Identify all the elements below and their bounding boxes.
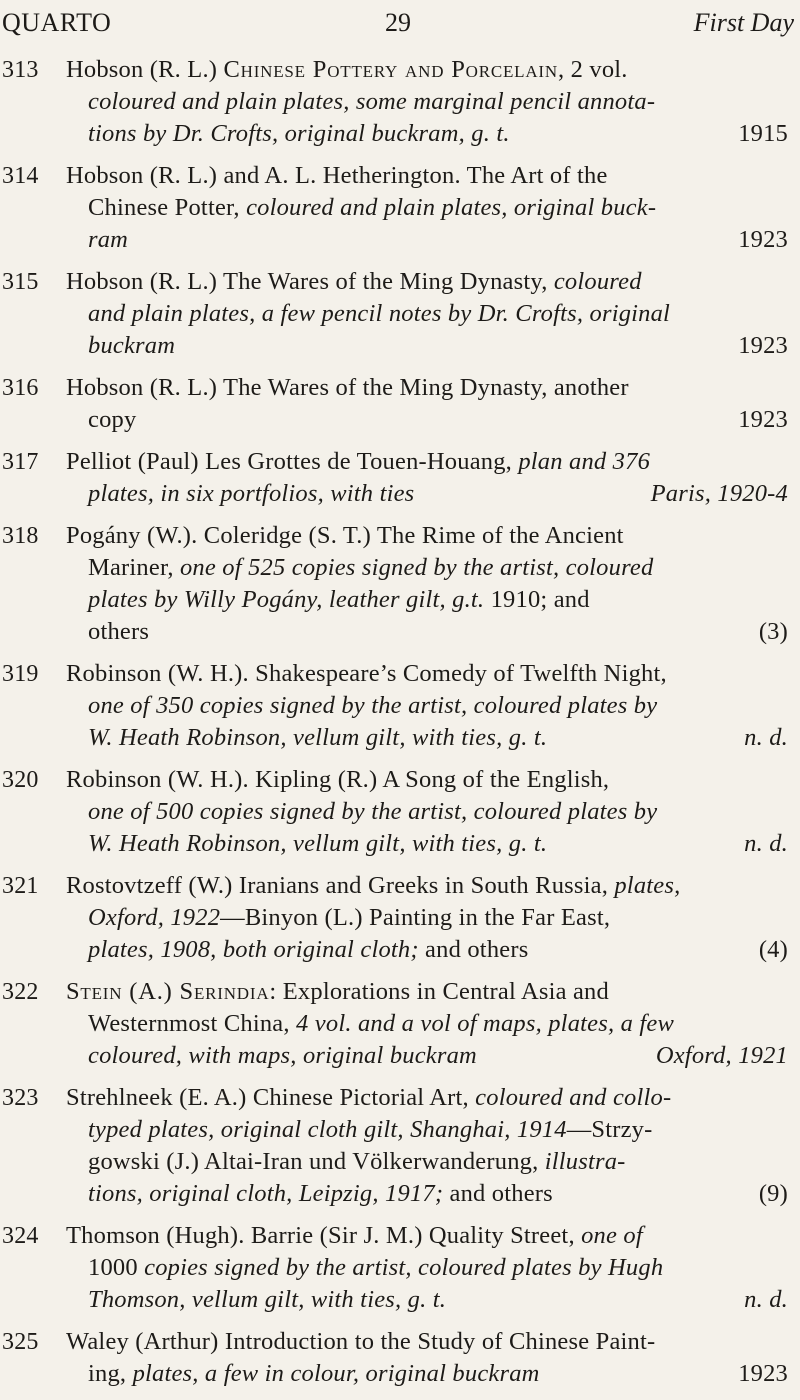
lot-number: 323 [2,1085,39,1111]
lot-text-run: 1910; and [484,586,590,613]
lot-line [66,1358,788,1390]
lot-date: 1923 [738,332,788,359]
lot-line [66,1008,788,1040]
lot-line [66,54,788,86]
lot-text-run: Thomson, vellum gilt, with ties, g. t. [88,1286,447,1313]
running-head-day: First Day [693,8,794,37]
lot-number: 317 [2,449,39,475]
lot-number: 318 [2,523,39,549]
lot-text-run: Chinese Potter, [88,194,247,221]
lot-date: 1923 [738,226,788,253]
lot-description [66,266,788,362]
page-number: 29 [385,8,411,37]
lot-text-run: Westernmost China, [88,1010,297,1037]
lot-text-run: Mariner, [88,554,180,581]
lot-description [66,446,788,510]
lot-line [66,934,788,966]
lot-list [0,54,800,1400]
lot-text-run: gowski (J.) Altai-Iran und Völkerwanderung, [88,1148,545,1175]
lot-line [66,616,788,648]
lot-text-run: plates, 1908, both original cloth; [88,936,419,963]
lot-text-run: plates, [614,872,681,899]
lot-text-run: buckram [88,332,176,359]
lot-text-run: one of 350 copies signed by the artist, coloured plates by [88,692,658,719]
lot-text-run: tions, original cloth, Leipzig, 1917; [88,1180,444,1207]
lot-number: 316 [2,375,39,401]
lot-line [66,870,788,902]
lot-line [66,118,788,150]
lot-text-run: one of 500 copies signed by the artist, coloured plates by [88,798,658,825]
lot-line [66,372,788,404]
lot-text-run: copy [88,406,137,433]
lot-text-run: plates, a few in colour, original buckram [132,1360,540,1387]
lot-line [66,478,788,510]
lot-line [66,1040,788,1072]
lot-text-run: plates by Willy Pogány, leather gilt, g.t. [88,586,485,613]
lot-text-run: Hobson (R. L.) The Wares of the Ming Dynasty, another [66,374,629,401]
lot-text-run: illustra- [544,1148,626,1175]
lot-date: (4) [758,936,788,963]
lot-line [66,446,788,478]
lot-line [66,1220,788,1252]
lot-text-run: Oxford, 1922 [88,904,221,931]
lot-text-run: typed plates, original cloth gilt, Shanghai, 1914 [88,1116,567,1143]
lot-description [66,1326,788,1390]
lot-description [66,54,788,150]
lot-line [66,404,788,436]
lot-text-run: Hobson (R. L.) and A. L. Hetherington. The Art of the [66,162,608,189]
lot-text-run: Strehlneek (E. A.) Chinese Pictorial Art, [66,1084,476,1111]
lot-date: n. d. [744,830,788,857]
lot-line [66,828,788,860]
lot-text-run: coloured [553,268,642,295]
lot-line [66,298,788,330]
lot-entry [0,1220,800,1316]
lot-text-run: ing, [88,1360,133,1387]
lot-number: 324 [2,1223,39,1249]
lot-line [66,584,788,616]
lot-entry [0,160,800,256]
lot-line [66,86,788,118]
lot-date: 1923 [738,1360,788,1387]
lot-text-run: Robinson (W. H.). Kipling (R.) A Song of the English, [66,766,610,793]
running-head [2,8,794,40]
lot-text-run: Waley (Arthur) Introduction to the Study of Chinese Paint- [66,1328,656,1355]
lot-entry [0,870,800,966]
lot-text-run: and others [418,936,529,963]
lot-description [66,520,788,648]
lot-text-run: , 2 vol. [557,56,628,83]
lot-text-run: 1000 [88,1254,145,1281]
lot-line [66,1252,788,1284]
lot-text-run: : Explorations in Central Asia and [269,978,609,1005]
lot-number: 313 [2,57,39,83]
lot-line [66,722,788,754]
lot-text-run: Hobson (R. L.) [66,56,224,83]
lot-number: 319 [2,661,39,687]
lot-number: 314 [2,163,39,189]
lot-text-run: and others [443,1180,553,1207]
lot-line [66,796,788,828]
lot-text-run: plates, in six portfolios, with ties [88,480,415,507]
lot-text-run: 4 vol. and a vol of maps, plates, a few [296,1010,675,1037]
lot-line [66,690,788,722]
lot-date: (3) [758,618,788,645]
lot-date: 1923 [738,406,788,433]
running-head-section: QUARTO [2,8,112,37]
lot-text-run: copies signed by the artist, coloured plates by Hugh [144,1254,664,1281]
lot-line [66,192,788,224]
lot-text-run: others [88,618,150,645]
lot-description [66,870,788,966]
lot-description [66,1082,788,1210]
lot-line [66,1178,788,1210]
lot-text-run: —Binyon (L.) Painting in the Far East, [220,904,611,931]
lot-date: 1915 [738,120,788,147]
lot-text-run: Thomson (Hugh). Barrie (Sir J. M.) Quality Street, [66,1222,582,1249]
lot-description [66,160,788,256]
lot-line [66,1284,788,1316]
lot-line [66,764,788,796]
lot-line [66,658,788,690]
lot-entry [0,1326,800,1390]
lot-text-run: —Strzy- [566,1116,653,1143]
lot-entry [0,1082,800,1210]
lot-text-run: W. Heath Robinson, vellum gilt, with ties, g. t. [88,830,548,857]
lot-line [66,902,788,934]
lot-entry [0,976,800,1072]
lot-text-run: one of [581,1222,643,1249]
lot-entry [0,372,800,436]
lot-date: Oxford, 1921 [655,1042,788,1069]
lot-line [66,1326,788,1358]
lot-line [66,552,788,584]
lot-line [66,160,788,192]
lot-number: 325 [2,1329,39,1355]
lot-text-run: tions by Dr. Crofts, original buckram, g. t. [88,120,510,147]
lot-date: Paris, 1920-4 [650,480,788,507]
lot-text-run: plan and 376 [518,448,651,475]
lot-text-run: Pogány (W.). Coleridge (S. T.) The Rime of the Ancient [66,522,624,549]
lot-line [66,266,788,298]
lot-text-run: Stein (A.) Serindia [66,978,270,1005]
lot-text-run: coloured and plain plates, some marginal pencil annota- [88,88,656,115]
lot-text-run: one of 525 copies signed by the artist, coloured [179,554,654,581]
lot-line [66,330,788,362]
lot-entry [0,446,800,510]
lot-entry [0,520,800,648]
lot-entry [0,658,800,754]
lot-number: 320 [2,767,39,793]
lot-number: 315 [2,269,39,295]
lot-number: 322 [2,979,39,1005]
lot-line [66,1082,788,1114]
lot-text-run: and plain plates, a few pencil notes by Dr. Crofts, original [88,300,671,327]
lot-number: 321 [2,873,39,899]
lot-line [66,1146,788,1178]
lot-entry [0,54,800,150]
lot-description [66,1220,788,1316]
lot-description [66,976,788,1072]
lot-line [66,520,788,552]
lot-text-run: coloured and plain plates, original buck- [246,194,657,221]
lot-text-run: W. Heath Robinson, vellum gilt, with ties, g. t. [88,724,548,751]
lot-date: n. d. [744,724,788,751]
lot-text-run: Hobson (R. L.) The Wares of the Ming Dynasty, [66,268,554,295]
lot-text-run: Rostovtzeff (W.) Iranians and Greeks in South Russia, [66,872,615,899]
lot-date: (9) [758,1180,788,1207]
lot-text-run: coloured and collo- [475,1084,672,1111]
lot-text-run: Robinson (W. H.). Shakespeare’s Comedy of Twelfth Night, [66,660,667,687]
lot-text-run: Pelliot (Paul) Les Grottes de Touen-Houang, [66,448,519,475]
lot-text-run: Chinese Pottery and Porcelain [223,56,558,83]
lot-line [66,1114,788,1146]
lot-text-run: ram [88,226,129,253]
lot-description [66,372,788,436]
lot-entry [0,764,800,860]
lot-description [66,658,788,754]
lot-line [66,976,788,1008]
lot-text-run: coloured, with maps, original buckram [88,1042,477,1069]
lot-description [66,764,788,860]
lot-entry [0,266,800,362]
lot-line [66,224,788,256]
lot-date: n. d. [744,1286,788,1313]
